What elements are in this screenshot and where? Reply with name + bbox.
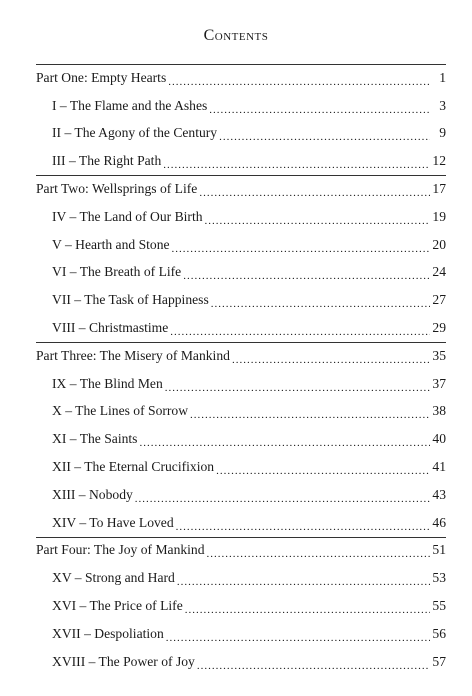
toc-chapter-entry xyxy=(36,92,446,120)
toc-part-entry xyxy=(36,342,446,370)
dot-leader xyxy=(197,657,430,673)
toc-chapter-entry xyxy=(36,481,446,509)
entry-title: I – The Flame and the Ashes xyxy=(52,97,208,113)
dot-leader xyxy=(176,518,430,534)
toc-chapter-entry xyxy=(36,592,446,620)
toc-chapter-entry xyxy=(36,370,446,398)
page-number: 46 xyxy=(432,514,446,530)
entry-title: VII – The Task of Happiness xyxy=(52,292,209,308)
entry-title: Part Two: Wellsprings of Life xyxy=(36,181,198,197)
toc-part-entry xyxy=(36,64,446,92)
toc-chapter-entry xyxy=(36,231,446,259)
dot-leader xyxy=(232,351,430,367)
toc-chapter-entry xyxy=(36,425,446,453)
page-number: 56 xyxy=(432,625,446,641)
page-number: 57 xyxy=(432,653,446,669)
page-number: 20 xyxy=(432,236,446,252)
toc-part-entry xyxy=(36,175,446,203)
entry-title: XIV – To Have Loved xyxy=(52,514,174,530)
toc-chapter-entry xyxy=(36,203,446,231)
entry-title: XV – Strong and Hard xyxy=(52,570,175,586)
dot-leader xyxy=(207,545,430,561)
entry-title: V – Hearth and Stone xyxy=(52,236,170,252)
entry-title: II – The Agony of the Century xyxy=(52,125,218,141)
toc-chapter-entry xyxy=(36,286,446,314)
toc-chapter-entry xyxy=(36,259,446,287)
dot-leader xyxy=(183,267,430,283)
entry-title: XII – The Eternal Crucifixion xyxy=(52,459,215,475)
page-number: 38 xyxy=(432,403,446,419)
page-number: 19 xyxy=(432,208,446,224)
dot-leader xyxy=(177,573,430,589)
entry-title: XVII – Despoliation xyxy=(52,625,164,641)
page-number: 1 xyxy=(439,69,446,85)
toc-chapter-entry xyxy=(36,509,446,537)
page-number: 43 xyxy=(432,486,446,502)
dot-leader xyxy=(185,601,430,617)
dot-leader xyxy=(135,490,430,506)
toc-chapter-entry xyxy=(36,398,446,426)
entry-title: XI – The Saints xyxy=(52,431,138,447)
dot-leader xyxy=(205,212,430,228)
page-number: 29 xyxy=(432,320,446,336)
page-number: 53 xyxy=(432,570,446,586)
dot-leader xyxy=(211,295,430,311)
entry-title: XVIII – The Power of Joy xyxy=(52,653,195,669)
dot-leader xyxy=(139,434,430,450)
entry-title: Part Four: The Joy of Mankind xyxy=(36,542,205,558)
entry-title: VIII – Christmastime xyxy=(52,320,169,336)
dot-leader xyxy=(216,462,430,478)
page-number: 24 xyxy=(432,264,446,280)
entry-title: Part Three: The Misery of Mankind xyxy=(36,347,230,363)
entry-title: XIII – Nobody xyxy=(52,486,133,502)
entry-title: III – The Right Path xyxy=(52,153,162,169)
entry-title: IX – The Blind Men xyxy=(52,375,163,391)
toc-chapter-entry xyxy=(36,147,446,175)
dot-leader xyxy=(165,379,430,395)
page-number: 12 xyxy=(432,153,446,169)
page-number: 35 xyxy=(432,347,446,363)
page-number: 27 xyxy=(432,292,446,308)
page-number: 9 xyxy=(439,125,446,141)
page-number: 40 xyxy=(432,431,446,447)
dot-leader xyxy=(168,73,430,89)
page-number: 51 xyxy=(432,542,446,558)
page-number: 55 xyxy=(432,598,446,614)
page-number: 3 xyxy=(439,97,446,113)
dot-leader xyxy=(219,128,430,144)
page-number: 37 xyxy=(432,375,446,391)
dot-leader xyxy=(209,101,430,117)
toc-chapter-entry xyxy=(36,564,446,592)
entry-title: VI – The Breath of Life xyxy=(52,264,182,280)
toc-chapter-entry xyxy=(36,620,446,648)
dot-leader xyxy=(199,184,430,200)
entry-title: Part One: Empty Hearts xyxy=(36,69,167,85)
toc-chapter-entry xyxy=(36,453,446,481)
page-number: 41 xyxy=(432,459,446,475)
page-title: Contents xyxy=(203,27,269,44)
dot-leader xyxy=(166,629,430,645)
toc-chapter-entry xyxy=(36,648,446,676)
entry-title: X – The Lines of Sorrow xyxy=(52,403,189,419)
toc-chapter-entry xyxy=(36,314,446,342)
page-number: 17 xyxy=(432,181,446,197)
dot-leader xyxy=(170,323,430,339)
dot-leader xyxy=(163,156,430,172)
toc-part-entry xyxy=(36,537,446,565)
toc-chapter-entry xyxy=(36,120,446,148)
entry-title: IV – The Land of Our Birth xyxy=(52,208,203,224)
dot-leader xyxy=(172,240,430,256)
entry-title: XVI – The Price of Life xyxy=(52,598,183,614)
dot-leader xyxy=(190,406,430,422)
table-of-contents xyxy=(36,64,446,676)
